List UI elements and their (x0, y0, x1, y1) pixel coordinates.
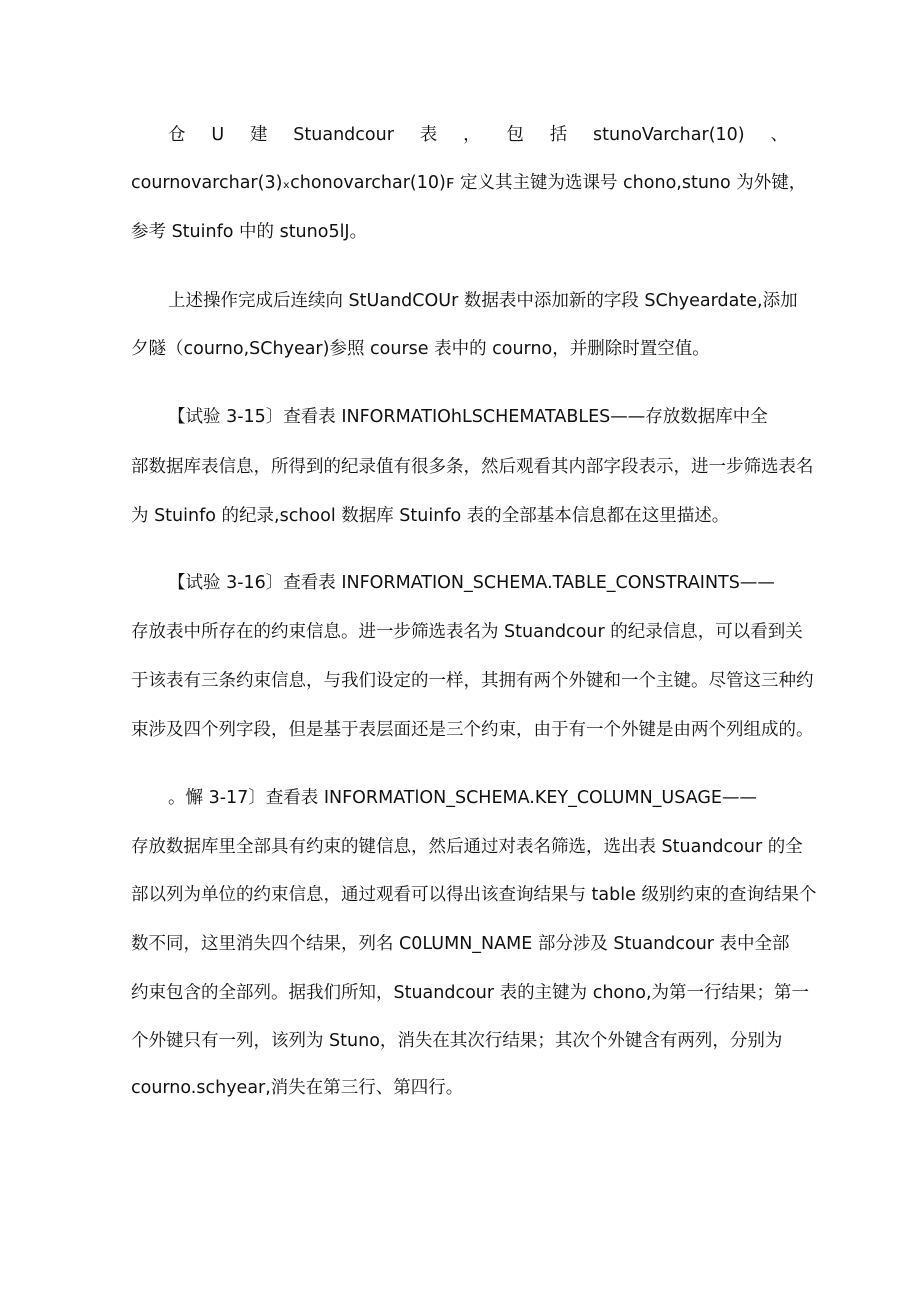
word: U (211, 125, 225, 145)
paragraph-5-line-4: 数不同，这里消失四个结果，列名 C0LUMN_NAME 部分涉及 Stuandcour 表中全部 (131, 934, 790, 954)
paragraph-2-line-1: 上述操作完成后连续向 StUandCOUr 数据表中添加新的字段 SChyeardate,添加 (168, 291, 798, 311)
paragraph-5-line-3: 部以列为单位的约束信息，通过观看可以得出该查询结果与 table 级别约束的查询结果个 (131, 885, 817, 905)
paragraph-2-line-2: 夕隧（courno,SChyear)参照 course 表中的 courno，并删除时置空值。 (131, 339, 710, 359)
word: 括 (549, 125, 568, 145)
paragraph-1-line-2: cournovarchar(3)ₓchonovarchar(10)ꜰ 定义其主键为选课号 chono,stuno 为外键， (131, 173, 807, 193)
paragraph-1-line-1 (168, 123, 788, 147)
paragraph-5-line-5: 约束包含的全部列。据我们所知，Stuandcour 表的主键为 chono,为第一行结果；第一 (131, 983, 810, 1003)
paragraph-4-line-1: 【试验 3-16〕查看表 INFORMATION_SCHEMA.TABLE_CONSTRAINTS—— (168, 573, 775, 593)
paragraph-5-line-6: 个外键只有一列，该列为 Stuno，消失在其次行结果；其次个外键含有两列，分别为 (131, 1031, 783, 1051)
word: 仓 (168, 125, 186, 145)
paragraph-1-line-3: 参考 Stuinfo 中的 stuno5lJ。 (131, 222, 368, 242)
word: 表 (419, 125, 438, 145)
paragraph-3-line-3: 为 Stuinfo 的纪录,school 数据库 Stuinfo 表的全部基本信息都在这里描述。 (131, 506, 730, 526)
paragraph-4-line-4: 束涉及四个列字段，但是基于表层面还是三个约束，由于有一个外键是由两个列组成的。 (131, 720, 814, 740)
paragraph-5-line-1: 。懈 3-17〕查看表 INFORMATlON_SCHEMA.KEY_COLUMN_USAGE—— (168, 788, 757, 808)
word: 、 (770, 125, 788, 145)
paragraph-3-line-2: 部数据库表信息，所得到的纪录值有很多条，然后观看其内部字段表示，进一步筛选表名 (131, 457, 814, 477)
word: Stuandcour (293, 125, 394, 145)
paragraph-5-line-7: courno.schyear,消失在第三行、第四行。 (131, 1078, 464, 1098)
paragraph-4-line-3: 于该表有三条约束信息，与我们设定的一样，其拥有两个外键和一个主键。尽管这三种约 (131, 671, 814, 691)
paragraph-5-line-2: 存放数据库里全部具有约束的键信息，然后通过对表名筛选，选出表 Stuandcour 的全 (131, 837, 803, 857)
word: stunoVarchar(10) (593, 125, 745, 145)
paragraph-4-line-2: 存放表中所存在的约束信息。进一步筛选表名为 Stuandcour 的纪录信息，可以看到关 (131, 622, 803, 642)
word: 包 (506, 125, 524, 145)
word: 建 (249, 125, 268, 145)
paragraph-3-line-1: 【试验 3-15〕查看表 INFORMATIOhLSCHEMATABLES——存放数据库中全 (168, 407, 768, 427)
word: ， (463, 125, 481, 145)
